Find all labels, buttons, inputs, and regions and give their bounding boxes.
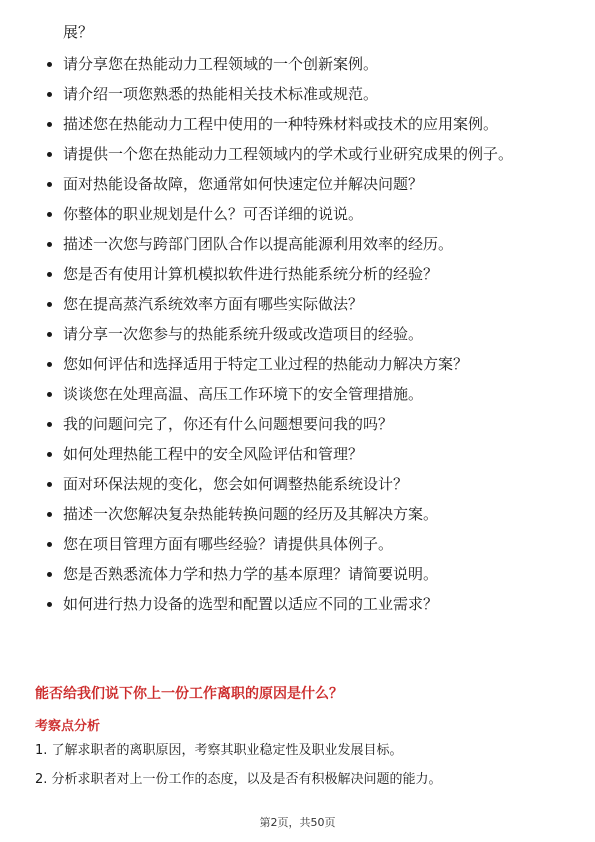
list-item-text: 谈谈您在处理高温、高压工作环境下的安全管理措施。 <box>63 385 424 403</box>
list-item <box>45 564 555 584</box>
list-item <box>45 324 555 344</box>
bullet-icon <box>47 302 52 307</box>
list-item-text: 请介绍一项您熟悉的热能相关技术标准或规范。 <box>63 85 379 103</box>
list-item-text: 如何进行热力设备的选型和配置以适应不同的工业需求？ <box>63 595 439 613</box>
list-item-text: 您在项目管理方面有哪些经验？请提供具体例子。 <box>63 535 394 553</box>
list-item <box>45 354 555 374</box>
analysis-point: 1. 了解求职者的离职原因，考察其职业稳定性及职业发展目标。 <box>35 743 403 758</box>
bullet-icon <box>47 272 52 277</box>
list-item <box>45 84 555 104</box>
list-item-text: 描述您在热能动力工程中使用的一种特殊材料或技术的应用案例。 <box>63 115 499 133</box>
bullet-icon <box>47 182 52 187</box>
list-item-text: 您在提高蒸汽系统效率方面有哪些实际做法？ <box>63 295 364 313</box>
list-item-text: 描述一次您解决复杂热能转换问题的经历及其解决方案。 <box>63 505 439 523</box>
bullet-icon <box>47 212 52 217</box>
bullet-icon <box>47 572 52 577</box>
bullet-icon <box>47 602 52 607</box>
list-item <box>45 474 555 494</box>
list-item <box>45 204 555 224</box>
list-item-text: 描述一次您与跨部门团队合作以提高能源利用效率的经历。 <box>63 235 454 253</box>
list-item <box>45 504 555 524</box>
list-item <box>45 174 555 194</box>
list-item <box>45 144 555 164</box>
list-item-text: 我的问题问完了，你还有什么问题想要问我的吗？ <box>63 415 394 433</box>
bullet-icon <box>47 362 52 367</box>
list-item <box>45 534 555 554</box>
bullet-icon <box>47 542 52 547</box>
continuation-text: 展？ <box>63 23 94 41</box>
bullet-icon <box>47 452 52 457</box>
bullet-icon <box>47 512 52 517</box>
bullet-icon <box>47 152 52 157</box>
list-item-text: 面对环保法规的变化，您会如何调整热能系统设计？ <box>63 475 409 493</box>
list-item <box>45 114 555 134</box>
list-item-text: 请分享您在热能动力工程领域的一个创新案例。 <box>63 55 379 73</box>
list-item-text: 如何处理热能工程中的安全风险评估和管理？ <box>63 445 364 463</box>
list-item <box>45 234 555 254</box>
list-item-text: 面对热能设备故障，您通常如何快速定位并解决问题？ <box>63 175 424 193</box>
list-item <box>45 414 555 434</box>
list-item-text: 您是否有使用计算机模拟软件进行热能系统分析的经验？ <box>63 265 439 283</box>
bullet-icon <box>47 62 52 67</box>
list-item-text: 请分享一次您参与的热能系统升级或改造项目的经验。 <box>63 325 424 343</box>
list-item <box>45 594 555 614</box>
list-item-text: 你整体的职业规划是什么？可否详细的说说。 <box>63 205 364 223</box>
bullet-icon <box>47 422 52 427</box>
bullet-icon <box>47 92 52 97</box>
bullet-icon <box>47 392 52 397</box>
bullet-icon <box>47 482 52 487</box>
analysis-heading: 考察点分析 <box>35 719 101 734</box>
list-item-text: 您如何评估和选择适用于特定工业过程的热能动力解决方案？ <box>63 355 469 373</box>
page-number: 第2页，共50页 <box>259 816 336 829</box>
list-item-text: 您是否熟悉流体力学和热力学的基本原理？请简要说明。 <box>63 565 439 583</box>
list-item <box>45 264 555 284</box>
list-item <box>45 54 555 74</box>
list-item <box>45 294 555 314</box>
bullet-icon <box>47 242 52 247</box>
list-item <box>45 444 555 464</box>
analysis-point: 2. 分析求职者对上一份工作的态度，以及是否有积极解决问题的能力。 <box>35 772 442 787</box>
question-list <box>45 54 555 624</box>
list-item <box>45 384 555 404</box>
list-item-text: 请提供一个您在热能动力工程领域内的学术或行业研究成果的例子。 <box>63 145 514 163</box>
question-heading: 能否给我们说下你上一份工作离职的原因是什么？ <box>35 686 343 702</box>
bullet-icon <box>47 122 52 127</box>
bullet-icon <box>47 332 52 337</box>
